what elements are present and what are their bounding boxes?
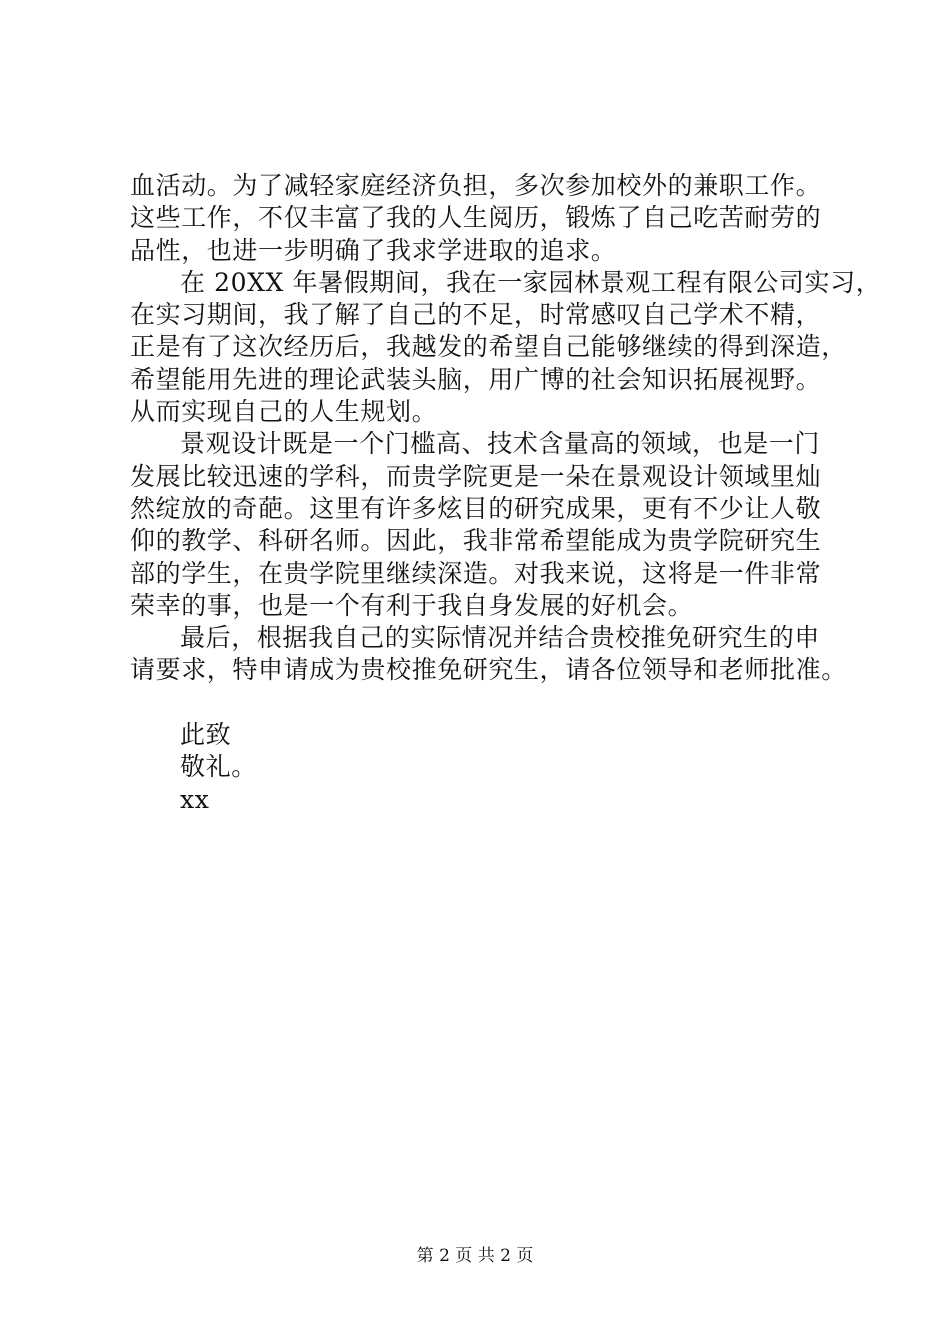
- body-line: 正是有了这次经历后，我越发的希望自己能够继续的得到深造，: [130, 332, 847, 362]
- body-line: 仰的教学、科研名师。因此，我非常希望能成为贵学院研究生: [130, 526, 822, 556]
- page-number-footer: 第 2 页 共 2 页: [416, 1246, 534, 1266]
- body-line: 血活动。为了减轻家庭经济负担，多次参加校外的兼职工作。: [130, 171, 822, 200]
- body-line: 荣幸的事，也是一个有利于我自身发展的好机会。: [130, 590, 694, 620]
- body-line: 品性，也进一步明确了我求学进取的追求。: [130, 235, 617, 265]
- letter-body: [130, 170, 882, 816]
- body-line: 从而实现自己的人生规划。: [130, 397, 438, 427]
- body-line: 希望能用先进的理论武装头脑，用广博的社会知识拓展视野。: [130, 364, 822, 394]
- body-line: 请要求，特申请成为贵校推免研究生，请各位领导和老师批准。: [130, 655, 847, 685]
- signature: xx: [180, 784, 210, 814]
- body-line: 部的学生，在贵学院里继续深造。对我来说，这将是一件非常: [130, 558, 822, 588]
- body-line: 然绽放的奇葩。这里有许多炫目的研究成果，更有不少让人敬: [130, 493, 822, 523]
- paragraph-start-line: 景观设计既是一个门槛高、技术含量高的领域，也是一门: [180, 429, 821, 459]
- blank-line: [130, 687, 840, 719]
- closing-regards: 敬礼。: [180, 752, 257, 782]
- body-line: 发展比较迅速的学科，而贵学院更是一朵在景观设计领域里灿: [130, 461, 822, 491]
- paragraph-start-line: 在 20XX 年暑假期间，我在一家园林景观工程有限公司实习，: [180, 267, 882, 297]
- body-line: 这些工作，不仅丰富了我的人生阅历，锻炼了自己吃苦耐劳的: [130, 203, 822, 233]
- paragraph-start-line: 最后，根据我自己的实际情况并结合贵校推免研究生的申: [180, 623, 821, 653]
- closing-salutation: 此致: [180, 720, 232, 750]
- body-line: 在实习期间，我了解了自己的不足，时常感叹自己学术不精，: [130, 300, 822, 330]
